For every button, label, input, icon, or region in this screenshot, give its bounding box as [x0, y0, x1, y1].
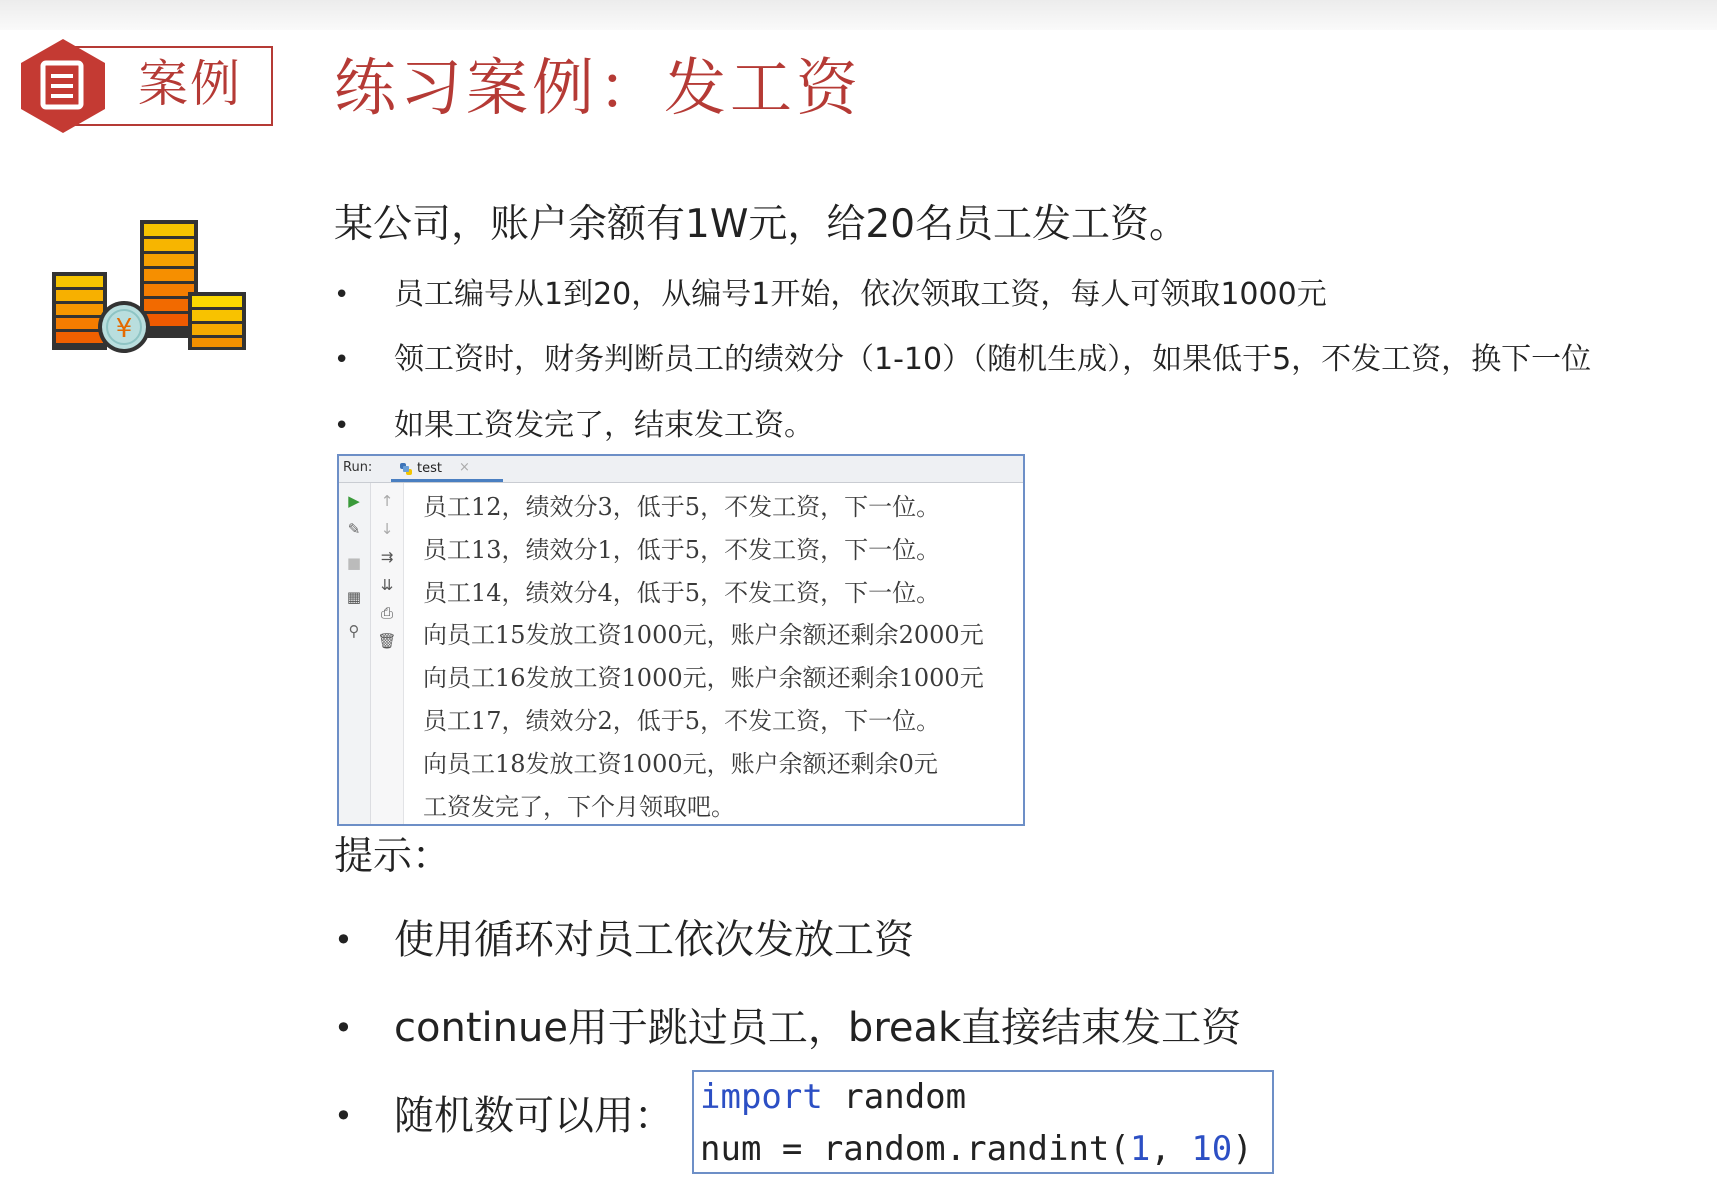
code-line-1	[700, 1074, 966, 1120]
document-icon	[18, 36, 108, 136]
page-title: 练习案例：发工资	[334, 51, 863, 124]
console-line: 向员工16发放工资1000元，账户余额还剩余1000元	[423, 664, 984, 693]
code-line-2	[700, 1126, 1253, 1172]
python-file-icon	[399, 462, 413, 476]
coins-yen-icon	[50, 212, 250, 362]
code-text: num = random.randint(	[700, 1129, 1130, 1169]
run-tab-test[interactable]	[391, 456, 503, 482]
console-line: 向员工18发放工资1000元，账户余额还剩余0元	[423, 749, 938, 778]
console-line: 工资发完了，下个月领取吧。	[423, 792, 735, 821]
console-output	[423, 486, 984, 826]
arrow-up-icon[interactable]: ↑	[380, 492, 394, 510]
code-text: random	[822, 1077, 967, 1117]
pin-icon[interactable]: ⚲	[348, 622, 360, 640]
bullet: •	[334, 280, 350, 310]
stop-icon[interactable]: ■	[346, 554, 362, 572]
case-badge-label: 案例	[138, 55, 242, 113]
console-line: 员工14，绩效分4，低于5，不发工资，下一位。	[423, 578, 941, 607]
console-line: 员工17，绩效分2，低于5，不发工资，下一位。	[423, 706, 941, 735]
top-band	[0, 0, 1717, 30]
run-toolbar-primary	[339, 483, 371, 826]
console-line: 向员工15发放工资1000元，账户余额还剩余2000元	[423, 621, 984, 650]
code-text: ,	[1150, 1129, 1192, 1169]
intro-text: 某公司，账户余额有1W元，给20名员工发工资。	[334, 202, 1189, 247]
svg-text:¥: ¥	[115, 314, 133, 344]
console-line: 员工13，绩效分1，低于5，不发工资，下一位。	[423, 535, 941, 564]
code-number: 10	[1191, 1129, 1233, 1169]
run-toolbar-secondary	[371, 483, 404, 826]
run-header	[339, 456, 1023, 483]
bullet: •	[334, 1097, 353, 1135]
bullet: •	[334, 411, 350, 441]
hint-text: 使用循环对员工依次发放工资	[394, 917, 914, 963]
close-icon[interactable]: ×	[459, 460, 470, 475]
code-number: 1	[1129, 1129, 1151, 1169]
hint-text: 随机数可以用：	[394, 1093, 674, 1139]
run-icon[interactable]: ▶	[348, 492, 360, 510]
soft-wrap-icon[interactable]: ⇉	[380, 548, 394, 566]
arrow-down-icon[interactable]: ↓	[380, 520, 394, 538]
bullet: •	[334, 1009, 353, 1047]
code-keyword: import	[700, 1077, 823, 1117]
trash-icon[interactable]: 🗑	[377, 632, 397, 650]
hints-title: 提示：	[334, 834, 452, 879]
code-text: )	[1232, 1129, 1253, 1169]
wrench-icon[interactable]: ✎	[347, 520, 361, 538]
code-snippet	[692, 1070, 1274, 1174]
run-console-panel	[337, 454, 1025, 826]
bullet: •	[334, 921, 353, 959]
requirement-text: 如果工资发完了，结束发工资。	[394, 408, 814, 443]
requirement-text: 领工资时，财务判断员工的绩效分（1-10）（随机生成），如果低于5，不发工资，换下一位	[394, 342, 1592, 377]
run-tab-label: test	[417, 461, 442, 476]
requirement-text: 员工编号从1到20，从编号1开始，依次领取工资，每人可领取1000元	[394, 277, 1327, 312]
print-icon[interactable]: ⎙	[380, 604, 393, 622]
console-line: 员工12，绩效分3，低于5，不发工资，下一位。	[423, 493, 941, 521]
hint-text: continue用于跳过员工，break直接结束发工资	[394, 1005, 1242, 1051]
run-label: Run:	[343, 460, 373, 475]
layout-icon[interactable]: ▦	[346, 588, 362, 606]
scroll-to-end-icon[interactable]: ⇊	[380, 576, 394, 594]
bullet: •	[334, 345, 350, 375]
